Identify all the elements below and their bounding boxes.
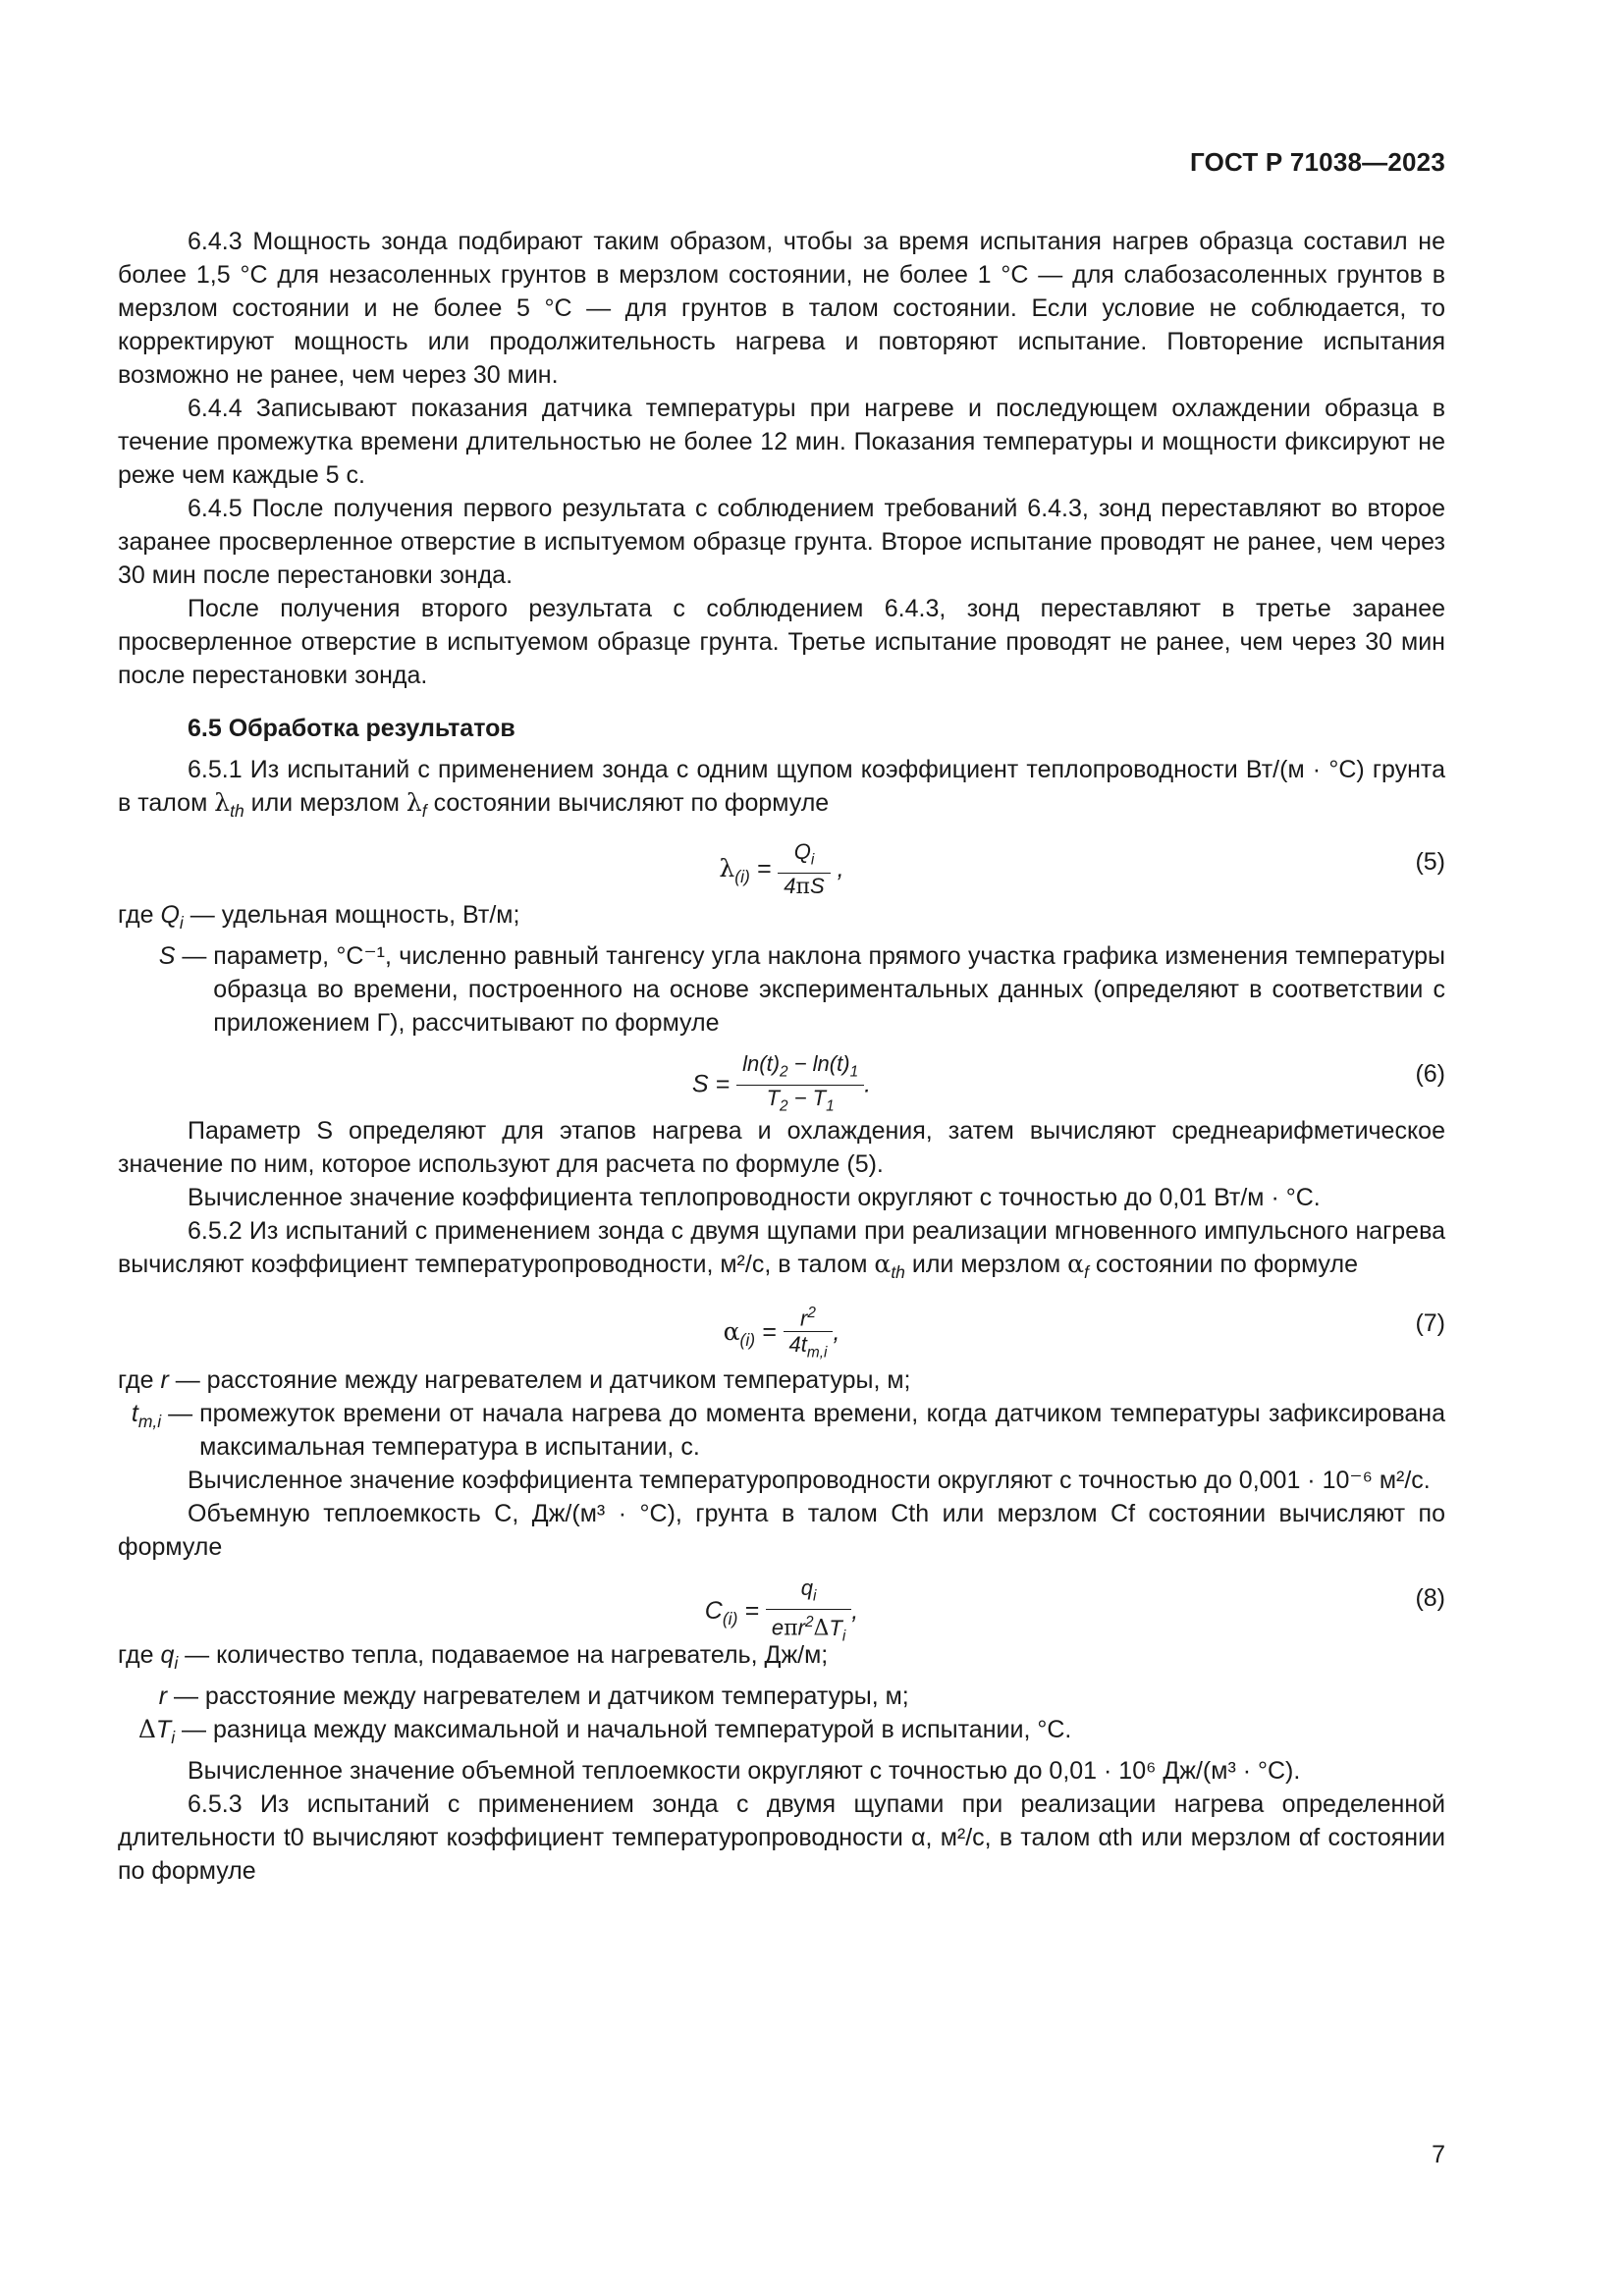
p651-part-b: или мерзлом [244, 789, 406, 817]
p652-part-b: или мерзлом [904, 1251, 1068, 1278]
where-list-5: где $Q_i$ — удельная мощность, Вт/м; S — параметр, °С⁻¹, численно равный тангенсу угла наклона прямого участка графика изменения температуры образца во времени, построенного на основе экспериментальных данных (определяют в соответствии с приложением Г), рассчитывают по формуле [118, 898, 1445, 1040]
where-r2-desc: расстояние между нагревателем и датчиком температуры, м; [204, 1682, 909, 1710]
paragraph-param-s: Параметр S определяют для этапов нагрева и охлаждения, затем вычисляют среднеарифметическое значение по ним, которое используют для расчета по формуле (5). [118, 1117, 1445, 1178]
paragraph-heat-capacity: Объемную теплоемкость C, Дж/(м³ · °С), грунта в талом Cth или мерзлом Cf состоянии вычисляют по формуле [118, 1500, 1445, 1561]
formula-5: $\lambda_{(i)}$ = $\frac{Q_i}{4\pi S}$ , (5) [719, 839, 1445, 900]
page-number: 7 [1432, 2141, 1445, 2168]
paragraph-rounding-2: Вычисленное значение коэффициента температуропроводности округляют с точностью до 0,001 · 10⁻⁶ м²/с. [188, 1467, 1431, 1494]
formula-7: $\alpha_{(i)}$ = $\frac{r^2}{4t_{m,i}}$ , (7) [118, 1295, 1445, 1358]
paragraph-6-4-5: 6.4.5 После получения первого результата с соблюдением требований 6.4.3, зонд переставляют во второе заранее просверленное отверстие в испытуемом образце грунта. Второе испытание проводят не ранее, чем через 30 мин после перестановки зонда. [118, 495, 1445, 589]
p651-part-a: 6.5.1 Из испытаний с применением зонда с одним щупом коэффициент теплопроводности Вт/(м · °С) грунта в талом [118, 756, 1445, 817]
paragraph-6-4-4: 6.4.4 Записывают показания датчика температуры при нагреве и последующем охлаждении образца в течение промежутка времени длительностью не более 12 мин. Показания температуры и мощности фиксируют не реже чем каждые 5 с. [118, 395, 1445, 489]
document-body [118, 225, 1445, 1888]
where-list-7: где r — расстояние между нагревателем и датчиком температуры, м; $t_{m,i}$ — промежуток времени от начала нагрева до момента времени, когда датчиком температуры зафиксирована максимальная температура в испытании, с. [118, 1363, 1445, 1464]
formula-6-number: (6) [1415, 1060, 1445, 1088]
paragraph-rounding-3: Вычисленное значение объемной теплоемкости округляют с точностью до 0,01 · 10⁶ Дж/(м³ · °С). [188, 1757, 1301, 1785]
formula-6: S = $\frac{\ln(t)_2 - \ln(t)_1}{T_2 - T_1}$ . (6) [691, 1051, 1445, 1115]
formula-8: $C_{(i)}$ = $\frac{q_i}{e\pi r^2\Delta T_i}$ , (8) [704, 1575, 1445, 1645]
p652-part-c: состоянии по формуле [1088, 1251, 1359, 1278]
where-tm-desc: промежуток времени от начала нагрева до момента времени, когда датчиком температуры зафиксирована максимальная температура в испытании, с. [199, 1400, 1445, 1461]
paragraph-6-5-2: 6.5.2 Из испытаний с применением зонда с двумя щупами при реализации мгновенного импульсного нагрева вычисляют коэффициент температуропроводности, м²/с, в талом $\alpha_{th}$ или мерзлом $\alpha_f$ состоянии по формуле [118, 1217, 1445, 1282]
where-list-8: где $q_i$ — количество тепла, подаваемое на нагреватель, Дж/м; r — расстояние между нагревателем и датчиком температуры, м; $\Delta T_i$ — разница между максимальной и начальной температурой в испытании, °С. [118, 1638, 1445, 1754]
document-header: ГОСТ Р 71038—2023 [1190, 147, 1445, 177]
p651-part-c: состоянии вычисляют по формуле [426, 789, 830, 817]
paragraph-6-4-3: 6.4.3 Мощность зонда подбирают таким образом, чтобы за время испытания нагрев образца составил не более 1,5 °С для незасоленных грунтов в мерзлом состоянии, не более 1 °С — для слабозасоленных грунтов в мерзлом состоянии и не более 5 °С — для грунтов в талом состоянии. Если условие не соблюдается, то корректируют мощность или продолжительность нагрева и повторяют испытание. Повторение испытания возможно не ранее, чем через 30 мин. [118, 228, 1445, 389]
p652-part-a: 6.5.2 Из испытаний с применением зонда с двумя щупами при реализации мгновенного импульсного нагрева вычисляют коэффициент температуропроводности, м²/с, в талом [118, 1217, 1445, 1278]
where-s-desc: параметр, °С⁻¹, численно равный тангенсу угла наклона прямого участка графика изменения температуры образца во времени, построенного на основе экспериментальных данных (определяют в соответствии с приложением Г), рассчитывают по формуле [213, 942, 1445, 1037]
where-q-desc: удельная мощность, Вт/м; [221, 901, 520, 929]
where-dt-desc: разница между максимальной и начальной температурой в испытании, °С. [212, 1716, 1072, 1743]
paragraph-6-5-1: 6.5.1 Из испытаний с применением зонда с одним щупом коэффициент теплопроводности Вт/(м · °С) грунта в талом $\lambda_{th}$ или мерзлом $\lambda_f$ состоянии вычисляют по формуле [118, 756, 1445, 821]
formula-8-number: (8) [1415, 1584, 1445, 1612]
section-heading-6-5: 6.5 Обработка результатов [188, 715, 515, 742]
where-qi-desc: количество тепла, подаваемое на нагреватель, Дж/м; [216, 1641, 829, 1669]
paragraph-6-4-5-continued: После получения второго результата с соблюдением 6.4.3, зонд переставляют в третье заранее просверленное отверстие в испытуемом образце грунта. Третье испытание проводят не ранее, чем через 30 мин после перестановки зонда. [118, 595, 1445, 689]
paragraph-rounding-1: Вычисленное значение коэффициента теплопроводности округляют с точностью до 0,01 Вт/м · °С. [188, 1184, 1321, 1211]
formula-7-number: (7) [1415, 1309, 1445, 1337]
where-r-desc: расстояние между нагревателем и датчиком температуры, м; [206, 1366, 911, 1394]
formula-5-number: (5) [1415, 848, 1445, 876]
paragraph-6-5-3: 6.5.3 Из испытаний с применением зонда с двумя щупами при реализации нагрева определенной длительности t0 вычисляют коэффициент температуропроводности α, м²/с, в талом αth или мерзлом αf состоянии по формуле [118, 1790, 1445, 1885]
